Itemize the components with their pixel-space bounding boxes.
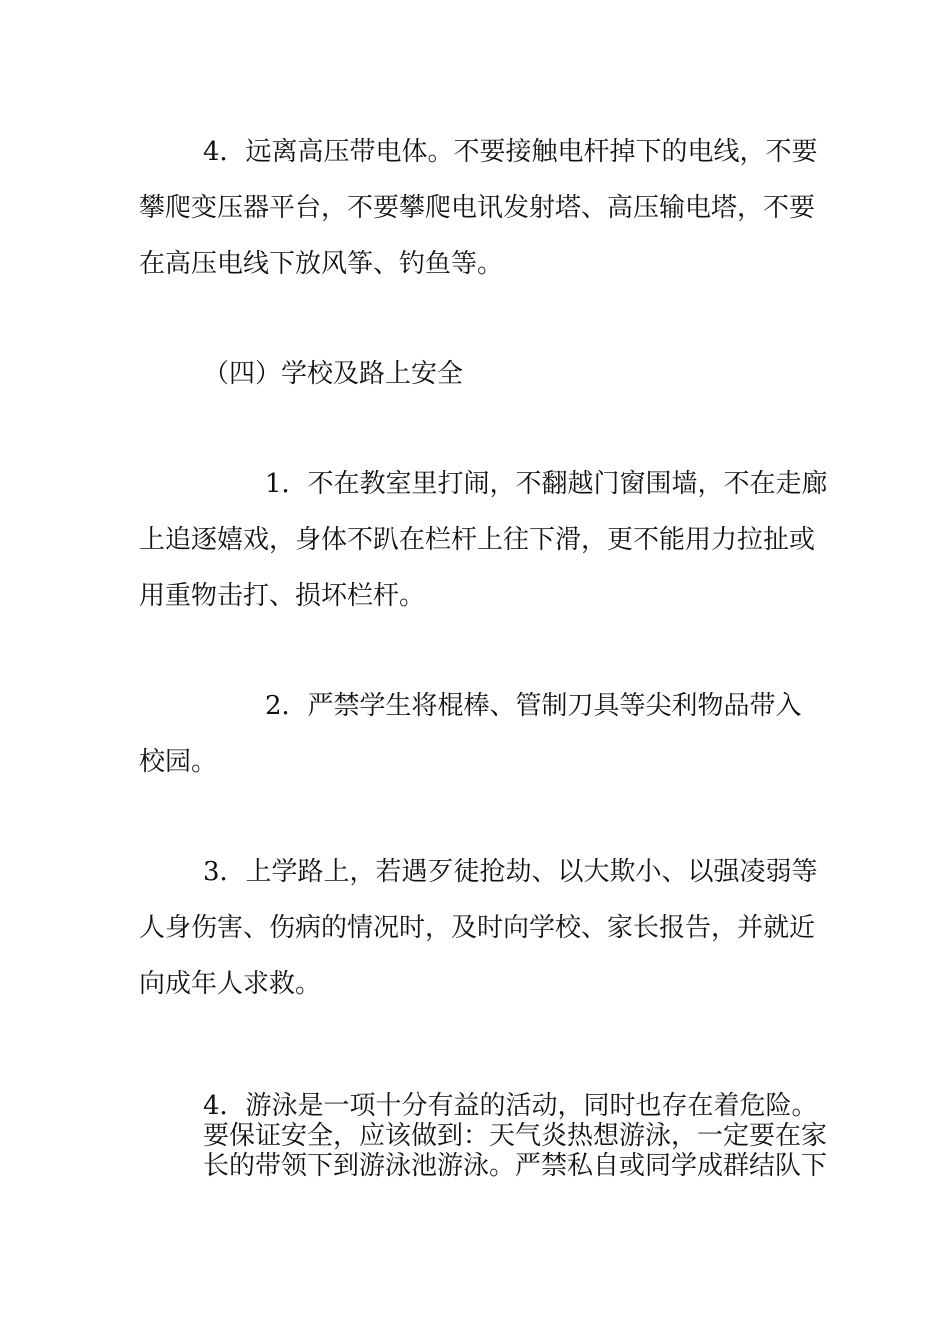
paragraph-line: 在高压电线下放风筝、钓鱼等。 (139, 249, 504, 279)
paragraph-line: 要保证安全，应该做到：天气炎热想游泳，一定要在家 (203, 1121, 828, 1151)
section-heading: （四）学校及路上安全 (203, 359, 464, 389)
paragraph-line: 人身伤害、伤病的情况时，及时向学校、家长报告，并就近 (139, 913, 816, 943)
paragraph-line: 4．游泳是一项十分有益的活动，同时也存在着危险。 (203, 1091, 818, 1121)
paragraph-line: 4．远离高压带电体。不要接触电杆掉下的电线，不要 (203, 137, 818, 167)
paragraph-line: 校园。 (139, 747, 218, 777)
paragraph-line: 用重物击打、损坏栏杆。 (139, 581, 426, 611)
paragraph-line: 攀爬变压器平台，不要攀爬电讯发射塔、高压输电塔，不要 (139, 193, 816, 223)
paragraph-line: 长的带领下到游泳池游泳。严禁私自或同学成群结队下 (203, 1151, 828, 1181)
paragraph-line: 1．不在教室里打闹，不翻越门窗围墙，不在走廊 (265, 469, 828, 499)
paragraph-line: 向成年人求救。 (139, 969, 322, 999)
paragraph-line: 上追逐嬉戏，身体不趴在栏杆上往下滑，更不能用力拉扯或 (139, 525, 816, 555)
paragraph-line: 2．严禁学生将棍棒、管制刀具等尖利物品带入 (265, 691, 802, 721)
paragraph-line: 3．上学路上，若遇歹徒抢劫、以大欺小、以强凌弱等 (203, 857, 818, 887)
